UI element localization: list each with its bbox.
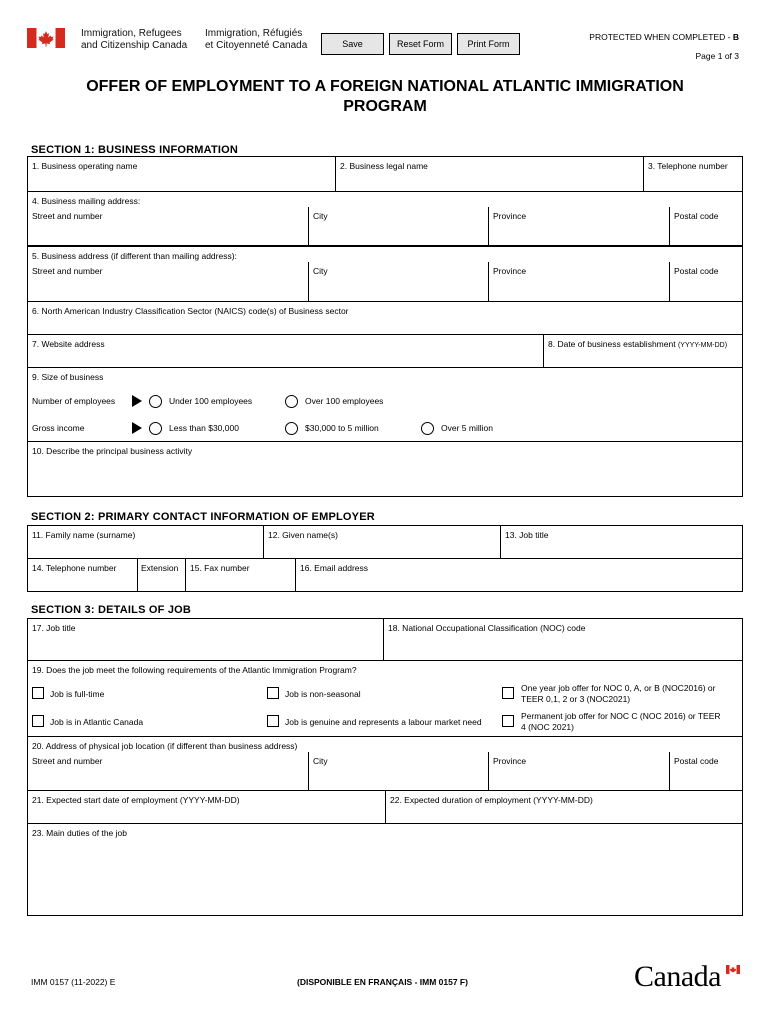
section3-title: SECTION 3: DETAILS OF JOB bbox=[31, 604, 192, 616]
row-job-title-noc bbox=[27, 618, 743, 661]
job-location-group bbox=[27, 736, 743, 791]
business-street-field[interactable]: Street and number bbox=[28, 262, 309, 301]
full-time-checkbox[interactable] bbox=[32, 687, 44, 699]
job-postal-code-field[interactable]: Postal code bbox=[674, 756, 719, 766]
start-date-field[interactable]: 21. Expected start date of employment (YYYY-MM-DD) bbox=[28, 791, 386, 823]
permanent-offer-checkbox[interactable] bbox=[502, 715, 514, 727]
30k-to-5m-radio[interactable] bbox=[285, 422, 298, 435]
mailing-address-label: 4. Business mailing address: bbox=[32, 196, 141, 206]
under-100-radio[interactable] bbox=[149, 395, 162, 408]
business-postal-code-field[interactable]: Postal code bbox=[674, 266, 719, 276]
one-year-offer-checkbox[interactable] bbox=[502, 687, 514, 699]
over-5m-label: Over 5 million bbox=[441, 423, 493, 433]
job-city-field[interactable]: City bbox=[309, 752, 489, 790]
naics-field[interactable]: 6. North American Industry Classification Sector (NAICS) code(s) of Business sector bbox=[27, 301, 743, 335]
non-seasonal-checkbox[interactable] bbox=[267, 687, 279, 699]
dept-name-en-2: and Citizenship Canada bbox=[81, 40, 188, 51]
over-100-label: Over 100 employees bbox=[305, 396, 384, 406]
one-year-offer-label: One year job offer for NOC 0, A, or B (NOC2016) or TEER 0,1, 2 or 3 (NOC2021) bbox=[521, 683, 716, 704]
atlantic-canada-label: Job is in Atlantic Canada bbox=[50, 717, 144, 727]
email-address-field[interactable]: 16. Email address bbox=[300, 563, 369, 573]
row-contact-phone bbox=[27, 558, 743, 592]
save-button[interactable]: Save bbox=[321, 33, 384, 55]
extension-field[interactable]: Extension bbox=[138, 559, 186, 591]
telephone-number-field[interactable]: 3. Telephone number bbox=[648, 161, 728, 171]
website-address-field[interactable]: 7. Website address bbox=[28, 335, 544, 367]
genuine-job-label: Job is genuine and represents a labour market need bbox=[285, 717, 482, 727]
over-5m-radio[interactable] bbox=[421, 422, 434, 435]
genuine-job-checkbox[interactable] bbox=[267, 715, 279, 727]
principal-business-activity-field[interactable]: 10. Describe the principal business activity bbox=[27, 441, 743, 497]
contact-job-title-field[interactable]: 13. Job title bbox=[505, 530, 549, 540]
business-operating-name-field[interactable]: 1. Business operating name bbox=[28, 157, 336, 191]
given-names-field[interactable]: 12. Given name(s) bbox=[264, 526, 501, 558]
mailing-street-field[interactable]: Street and number bbox=[28, 207, 309, 245]
non-seasonal-label: Job is non-seasonal bbox=[285, 689, 361, 699]
business-address-group bbox=[27, 246, 743, 302]
mailing-postal-code-field[interactable]: Postal code bbox=[674, 211, 719, 221]
job-street-field[interactable]: Street and number bbox=[28, 752, 309, 790]
page-number: Page 1 of 3 bbox=[695, 51, 739, 61]
business-province-field[interactable]: Province bbox=[489, 262, 670, 301]
print-form-button[interactable]: Print Form bbox=[457, 33, 520, 55]
job-province-field[interactable]: Province bbox=[489, 752, 670, 790]
section1-title: SECTION 1: BUSINESS INFORMATION bbox=[31, 144, 239, 156]
establishment-date-field[interactable]: 8. Date of business establishment (YYYY-MM-DD) bbox=[548, 339, 728, 349]
less-than-30k-label: Less than $30,000 bbox=[169, 423, 239, 433]
form-title: OFFER OF EMPLOYMENT TO A FOREIGN NATIONAL ATLANTIC IMMIGRATION PROGRAM bbox=[86, 78, 684, 115]
canada-wordmark: Canada bbox=[634, 960, 721, 993]
contact-telephone-field[interactable]: 14. Telephone number bbox=[28, 559, 138, 591]
mailing-city-field[interactable]: City bbox=[309, 207, 489, 245]
permanent-offer-label: Permanent job offer for NOC C (NOC 2016) or TEER 4 (NOC 2021) bbox=[521, 711, 721, 732]
dept-name-fr-1: Immigration, Réfugiés bbox=[205, 28, 303, 39]
size-of-business-label: 9. Size of business bbox=[32, 372, 104, 382]
form-id: IMM 0157 (11-2022) E bbox=[31, 977, 116, 987]
row-contact-names bbox=[27, 525, 743, 559]
arrow-right-icon bbox=[132, 395, 142, 407]
main-duties-field[interactable]: 23. Main duties of the job bbox=[27, 823, 743, 916]
family-name-field[interactable]: 11. Family name (surname) bbox=[28, 526, 264, 558]
duration-field[interactable]: 22. Expected duration of employment (YYYY-MM-DD) bbox=[390, 795, 593, 805]
french-availability: (DISPONIBLE EN FRANÇAIS - IMM 0157 F) bbox=[297, 977, 468, 987]
full-time-label: Job is full-time bbox=[50, 689, 105, 699]
mailing-province-field[interactable]: Province bbox=[489, 207, 670, 245]
canada-flag-icon bbox=[27, 28, 65, 48]
under-100-label: Under 100 employees bbox=[169, 396, 253, 406]
atlantic-canada-checkbox[interactable] bbox=[32, 715, 44, 727]
less-than-30k-radio[interactable] bbox=[149, 422, 162, 435]
row-start-duration bbox=[27, 790, 743, 824]
dept-name-fr-2: et Citoyenneté Canada bbox=[205, 40, 308, 51]
over-100-radio[interactable] bbox=[285, 395, 298, 408]
section2-title: SECTION 2: PRIMARY CONTACT INFORMATION OF EMPLOYER bbox=[31, 511, 375, 523]
fax-number-field[interactable]: 15. Fax number bbox=[186, 559, 296, 591]
job-title-field[interactable]: 17. Job title bbox=[28, 619, 384, 660]
size-of-business-group bbox=[27, 367, 743, 442]
mailing-address-group bbox=[27, 191, 743, 246]
gross-income-label: Gross income bbox=[32, 423, 85, 433]
aip-requirements-group bbox=[27, 660, 743, 737]
noc-code-field[interactable]: 18. National Occupational Classification (NOC) code bbox=[388, 623, 586, 633]
job-location-label: 20. Address of physical job location (if different than business address) bbox=[32, 741, 298, 751]
wordmark-flag-icon bbox=[726, 965, 740, 974]
business-legal-name-field[interactable]: 2. Business legal name bbox=[336, 157, 644, 191]
reset-form-button[interactable]: Reset Form bbox=[389, 33, 452, 55]
business-address-label: 5. Business address (if different than mailing address): bbox=[32, 251, 237, 261]
30k-to-5m-label: $30,000 to 5 million bbox=[305, 423, 379, 433]
number-of-employees-label: Number of employees bbox=[32, 396, 116, 406]
arrow-right-icon bbox=[132, 422, 142, 434]
dept-name-en-1: Immigration, Refugees bbox=[81, 28, 182, 39]
business-city-field[interactable]: City bbox=[309, 262, 489, 301]
row-website-date bbox=[27, 334, 743, 368]
protected-label: PROTECTED WHEN COMPLETED - B bbox=[589, 32, 739, 42]
aip-requirements-label: 19. Does the job meet the following requirements of the Atlantic Immigration Program? bbox=[32, 665, 357, 675]
row-business-names bbox=[27, 156, 743, 192]
